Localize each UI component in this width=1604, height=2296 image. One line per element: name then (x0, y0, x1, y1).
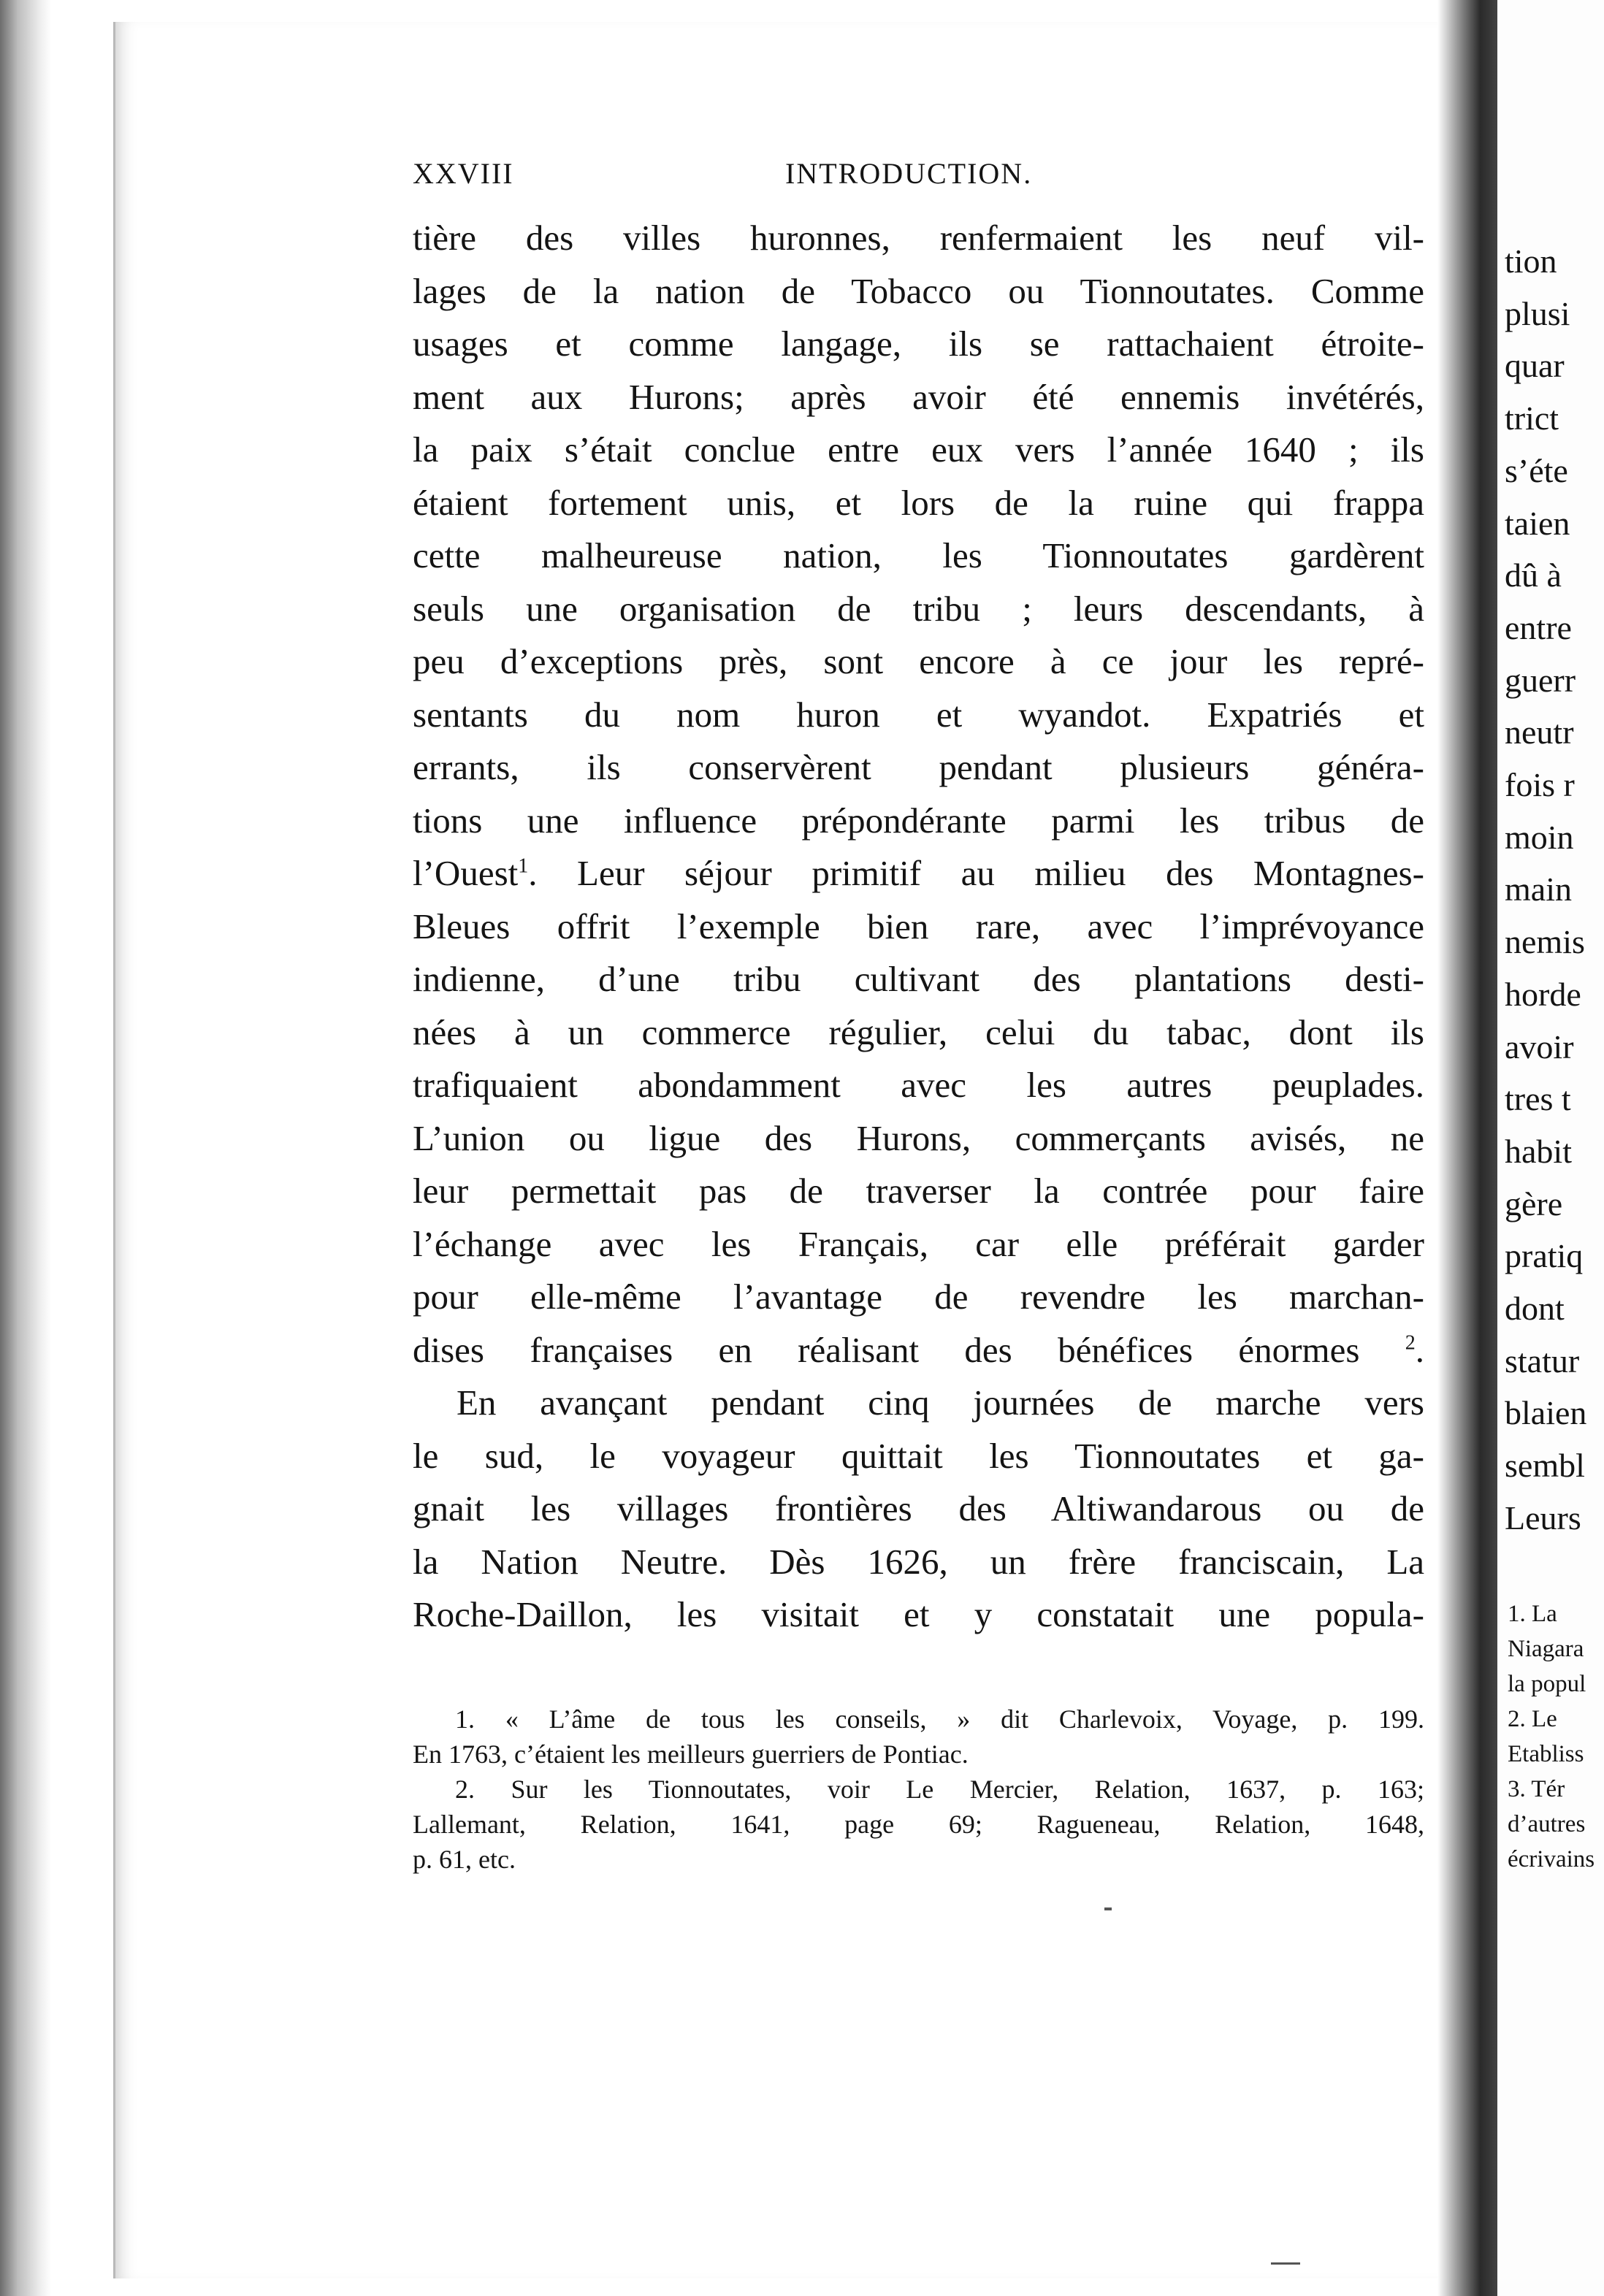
text-line: gnait les villages frontières des Altiwandarous ou de (413, 1488, 1424, 1528)
fragment-line: s’éte (1505, 451, 1568, 489)
fragment-line: la popul (1508, 1671, 1586, 1697)
text-line: Roche-Daillon, les visitait et y constatait une popula- (413, 1594, 1424, 1634)
scan-speck (1104, 1907, 1112, 1910)
running-title: INTRODUCTION. (785, 157, 1033, 190)
fragment-line: d’autres (1508, 1811, 1586, 1837)
text-line: tions une influence prépondérante parmi les tribus de (413, 800, 1424, 841)
fragment-line: 3. Tér (1508, 1776, 1565, 1802)
fragment-line: dont (1505, 1290, 1565, 1328)
text-line: ment aux Hurons; après avoir été ennemis invétérés, (413, 376, 1424, 417)
text-line: la paix s’était conclue entre eux vers l’année 1640 ; ils (413, 429, 1424, 470)
footnote-ref-1: 1 (518, 854, 529, 878)
main-text (413, 212, 1424, 1642)
fragment-line: statur (1505, 1342, 1580, 1379)
text-segment: dises françaises en réalisant des bénéfices énormes (413, 1329, 1360, 1370)
text-line: étaient fortement unis, et lors de la ruine qui frappa (413, 482, 1424, 523)
text-line: l’échange avec les Français, car elle préférait garder (413, 1223, 1424, 1264)
running-header (413, 156, 1435, 193)
fragment-line: guerr (1505, 661, 1576, 699)
fragment-line: gère (1505, 1185, 1563, 1222)
fragment-line: trict (1505, 399, 1559, 437)
fragment-line: plusi (1505, 294, 1570, 332)
paragraph-start-line: En avançant pendant cinq journées de marche vers (457, 1382, 1424, 1423)
fragment-line: nemis (1505, 923, 1585, 961)
adjacent-page (1497, 0, 1604, 2296)
fragment-line: tres t (1505, 1080, 1571, 1118)
text-line: leur permettait pas de traverser la contrée pour faire (413, 1171, 1424, 1211)
fragment-line: Niagara (1508, 1636, 1584, 1662)
fragment-line: habit (1505, 1132, 1572, 1170)
text-line: trafiquaient abondamment avec les autres peuplades. (413, 1065, 1424, 1105)
footnote-line: p. 61, etc. (413, 1845, 516, 1874)
text-line: Bleues offrit l’exemple bien rare, avec l’imprévoyance (413, 906, 1424, 946)
fragment-line: écrivains (1508, 1846, 1595, 1872)
text-line: la Nation Neutre. Dès 1626, un frère franciscain, La (413, 1541, 1424, 1582)
footnote-line: En 1763, c’étaient les meilleurs guerriers de Pontiac. (413, 1740, 969, 1769)
text-segment: l’Ouest (413, 853, 519, 893)
adjacent-page-text (1505, 235, 1586, 1545)
fragment-line: main (1505, 870, 1572, 908)
footnote-line: 2. Sur les Tionnoutates, voir Le Mercier, Relation, 1637, p. 163; (455, 1775, 1424, 1804)
page-number: XXVIII (413, 157, 514, 190)
footnote-ref-2: 2 (1405, 1331, 1416, 1355)
fragment-line: neutr (1505, 713, 1574, 751)
text-line: lages de la nation de Tobacco ou Tionnoutates. Comme (413, 270, 1424, 311)
left-page-edge (0, 0, 51, 2296)
text-line: le sud, le voyageur quittait les Tionnoutates et ga- (413, 1435, 1424, 1476)
fragment-line: tion (1505, 242, 1557, 280)
text-line: pour elle-même l’avantage de revendre les marchan- (413, 1277, 1424, 1317)
fragment-line: Leurs (1505, 1499, 1581, 1537)
text-segment: . (1415, 1329, 1424, 1370)
footnote-line: 1. « L’âme de tous les conseils, » dit Charlevoix, Voyage, p. 199. (455, 1704, 1424, 1734)
fragment-line: sembl (1505, 1447, 1585, 1485)
fragment-line: 1. La (1508, 1601, 1557, 1627)
text-line: seuls une organisation de tribu ; leurs descendants, à (413, 588, 1424, 629)
scan-speck (1271, 2262, 1300, 2265)
fragment-line: 2. Le (1508, 1706, 1557, 1732)
text-line (413, 1324, 1424, 1377)
fragment-line: horde (1505, 975, 1581, 1013)
adjacent-page-footnotes (1508, 1596, 1595, 1877)
text-line: cette malheureuse nation, les Tionnoutates gardèrent (413, 535, 1424, 575)
text-line (413, 847, 1424, 900)
fragment-line: Etabliss (1508, 1741, 1584, 1767)
text-line: L’union ou ligue des Hurons, commerçants avisés, ne (413, 1117, 1424, 1158)
fragment-line: fois r (1505, 766, 1575, 804)
fragment-line: avoir (1505, 1028, 1574, 1065)
text-line: indienne, d’une tribu cultivant des plantations desti- (413, 959, 1424, 999)
text-line: errants, ils conservèrent pendant plusieurs généra- (413, 747, 1424, 787)
fragment-line: quar (1505, 347, 1565, 385)
text-line: peu d’exceptions près, sont encore à ce jour les repré- (413, 641, 1424, 681)
fragment-line: dû à (1505, 556, 1562, 594)
fragment-line: taien (1505, 504, 1570, 542)
text-line: nées à un commerce régulier, celui du tabac, dont ils (413, 1011, 1424, 1052)
text-line: usages et comme langage, ils se rattachaient étroite- (413, 324, 1424, 364)
footnote-line: Lallemant, Relation, 1641, page 69; Ragueneau, Relation, 1648, (413, 1810, 1424, 1839)
text-line: sentants du nom huron et wyandot. Expatriés et (413, 694, 1424, 735)
text-segment: . Leur séjour primitif au milieu des Montagnes- (528, 853, 1424, 893)
book-gutter-shadow (1437, 0, 1503, 2296)
fragment-line: moin (1505, 818, 1574, 856)
fragment-line: blaien (1505, 1394, 1587, 1432)
fragment-line: entre (1505, 608, 1572, 646)
fragment-line: pratiq (1505, 1237, 1584, 1275)
footnotes (413, 1702, 1424, 1877)
text-line: tière des villes huronnes, renfermaient les neuf vil- (413, 218, 1424, 258)
